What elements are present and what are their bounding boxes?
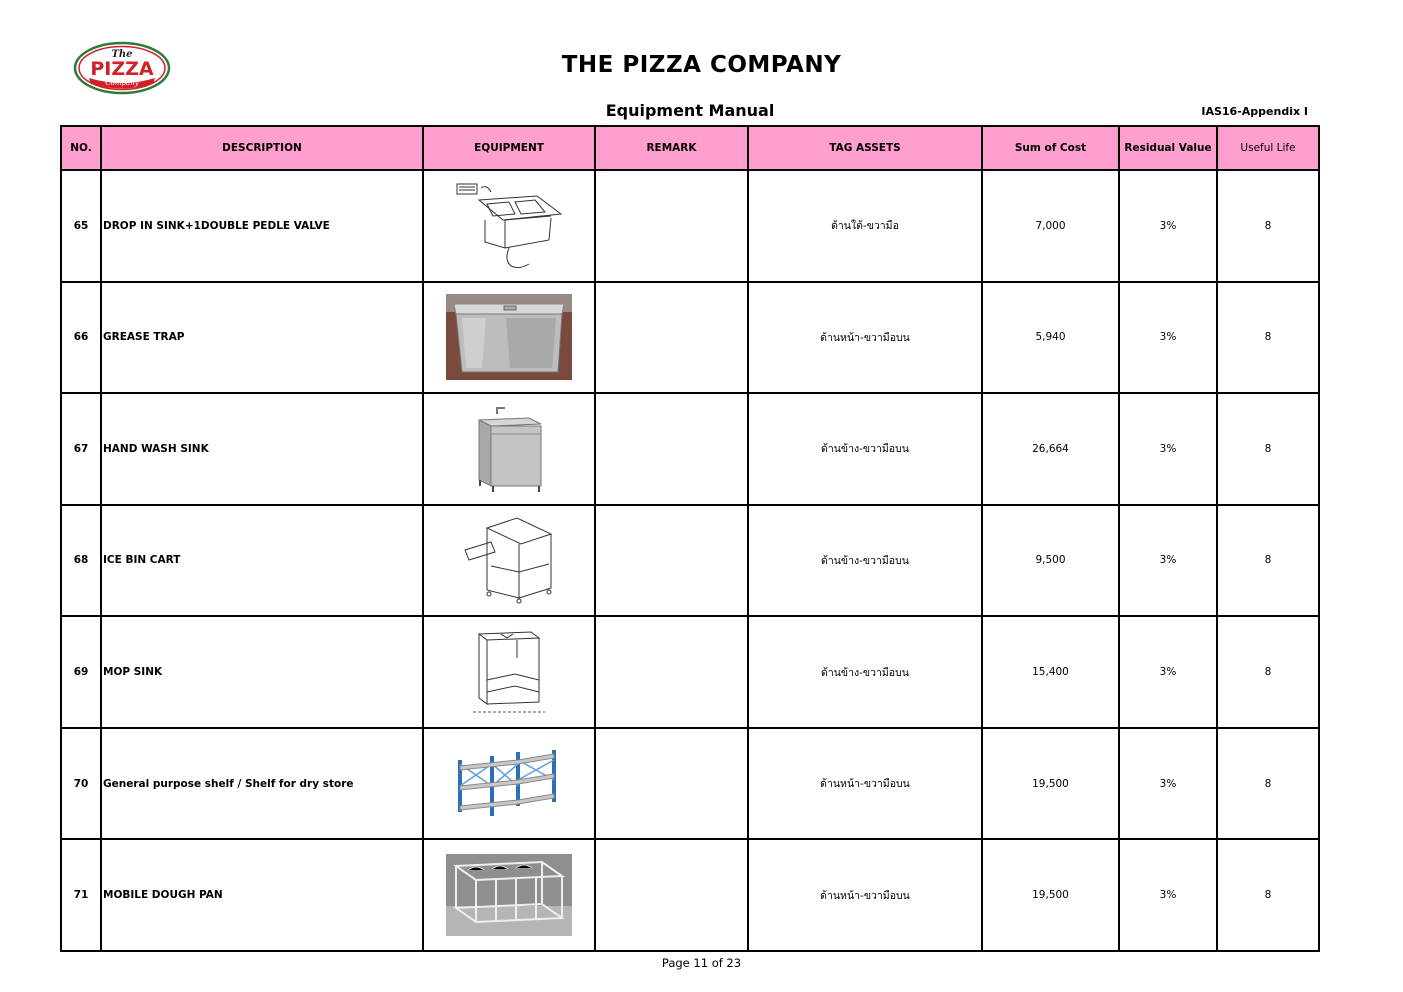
row-tag-assets: ด้านข้าง-ขวามือบน — [748, 616, 982, 728]
row-sum-of-cost: 26,664 — [982, 393, 1119, 505]
ice-bin-cart-drawing-icon — [461, 516, 557, 604]
svg-text:PIZZA: PIZZA — [90, 58, 154, 80]
col-header-no: NO. — [61, 126, 101, 170]
row-residual-value: 3% — [1119, 393, 1217, 505]
equipment-cell — [423, 393, 595, 505]
dough-pan-rack-photo-icon — [446, 854, 572, 936]
row-description: MOP SINK — [101, 616, 423, 728]
col-header-equipment: EQUIPMENT — [423, 126, 595, 170]
row-tag-assets: ด้านข้าง-ขวามือบน — [748, 393, 982, 505]
company-title: THE PIZZA COMPANY — [561, 52, 842, 78]
row-sum-of-cost: 9,500 — [982, 505, 1119, 617]
row-number: 71 — [61, 839, 101, 951]
appendix-label: IAS16-Appendix I — [1201, 105, 1308, 118]
svg-text:The: The — [111, 49, 133, 60]
col-header-useful-life: Useful Life — [1217, 126, 1319, 170]
table-row — [61, 616, 1319, 728]
row-useful-life: 8 — [1217, 505, 1319, 617]
row-useful-life: 8 — [1217, 616, 1319, 728]
table-row — [61, 393, 1319, 505]
equipment-table — [60, 125, 1320, 952]
row-tag-assets: ด้านหน้า-ขวามือบน — [748, 282, 982, 394]
hand-wash-sink-photo-icon — [473, 406, 545, 492]
svg-text:Company: Company — [105, 79, 139, 87]
grease-trap-photo-icon — [446, 294, 572, 380]
table-row — [61, 728, 1319, 840]
row-useful-life: 8 — [1217, 170, 1319, 282]
col-header-description: DESCRIPTION — [101, 126, 423, 170]
row-useful-life: 8 — [1217, 839, 1319, 951]
equipment-cell — [423, 839, 595, 951]
equipment-cell — [423, 728, 595, 840]
row-number: 70 — [61, 728, 101, 840]
row-residual-value: 3% — [1119, 505, 1217, 617]
row-tag-assets: ด้านข้าง-ขวามือบน — [748, 505, 982, 617]
row-sum-of-cost: 7,000 — [982, 170, 1119, 282]
equipment-cell — [423, 282, 595, 394]
table-row — [61, 170, 1319, 282]
row-residual-value: 3% — [1119, 839, 1217, 951]
row-remark — [595, 282, 748, 394]
col-header-residual-value: Residual Value — [1119, 126, 1217, 170]
equipment-cell — [423, 505, 595, 617]
row-tag-assets: ด้านหน้า-ขวามือบน — [748, 728, 982, 840]
row-number: 68 — [61, 505, 101, 617]
row-tag-assets: ด้านใต้-ขวามือ — [748, 170, 982, 282]
row-description: MOBILE DOUGH PAN — [101, 839, 423, 951]
table-row — [61, 282, 1319, 394]
row-description: GREASE TRAP — [101, 282, 423, 394]
table-row — [61, 839, 1319, 951]
table-header-row — [61, 126, 1319, 170]
row-description: HAND WASH SINK — [101, 393, 423, 505]
col-header-tag-assets: TAG ASSETS — [748, 126, 982, 170]
row-remark — [595, 505, 748, 617]
row-residual-value: 3% — [1119, 170, 1217, 282]
row-useful-life: 8 — [1217, 393, 1319, 505]
manual-subtitle: Equipment Manual — [605, 101, 775, 120]
row-residual-value: 3% — [1119, 282, 1217, 394]
shelf-photo-icon — [454, 746, 564, 822]
row-sum-of-cost: 15,400 — [982, 616, 1119, 728]
row-number: 66 — [61, 282, 101, 394]
row-remark — [595, 616, 748, 728]
row-remark — [595, 393, 748, 505]
row-remark — [595, 728, 748, 840]
col-header-remark: REMARK — [595, 126, 748, 170]
col-header-sum-of-cost: Sum of Cost — [982, 126, 1119, 170]
row-sum-of-cost: 19,500 — [982, 839, 1119, 951]
row-remark — [595, 170, 748, 282]
row-residual-value: 3% — [1119, 616, 1217, 728]
row-number: 67 — [61, 393, 101, 505]
mop-sink-drawing-icon — [471, 628, 547, 716]
equipment-cell — [423, 616, 595, 728]
row-number: 69 — [61, 616, 101, 728]
row-residual-value: 3% — [1119, 728, 1217, 840]
row-description: General purpose shelf / Shelf for dry store — [101, 728, 423, 840]
table-row — [61, 505, 1319, 617]
row-useful-life: 8 — [1217, 728, 1319, 840]
row-tag-assets: ด้านหน้า-ขวามือบน — [748, 839, 982, 951]
equipment-cell — [423, 170, 595, 282]
row-useful-life: 8 — [1217, 282, 1319, 394]
row-sum-of-cost: 19,500 — [982, 728, 1119, 840]
row-description: ICE BIN CART — [101, 505, 423, 617]
drop-in-sink-drawing-icon — [449, 180, 569, 272]
row-description: DROP IN SINK+1DOUBLE PEDLE VALVE — [101, 170, 423, 282]
page-number: Page 11 of 23 — [661, 956, 742, 970]
row-remark — [595, 839, 748, 951]
row-number: 65 — [61, 170, 101, 282]
row-sum-of-cost: 5,940 — [982, 282, 1119, 394]
